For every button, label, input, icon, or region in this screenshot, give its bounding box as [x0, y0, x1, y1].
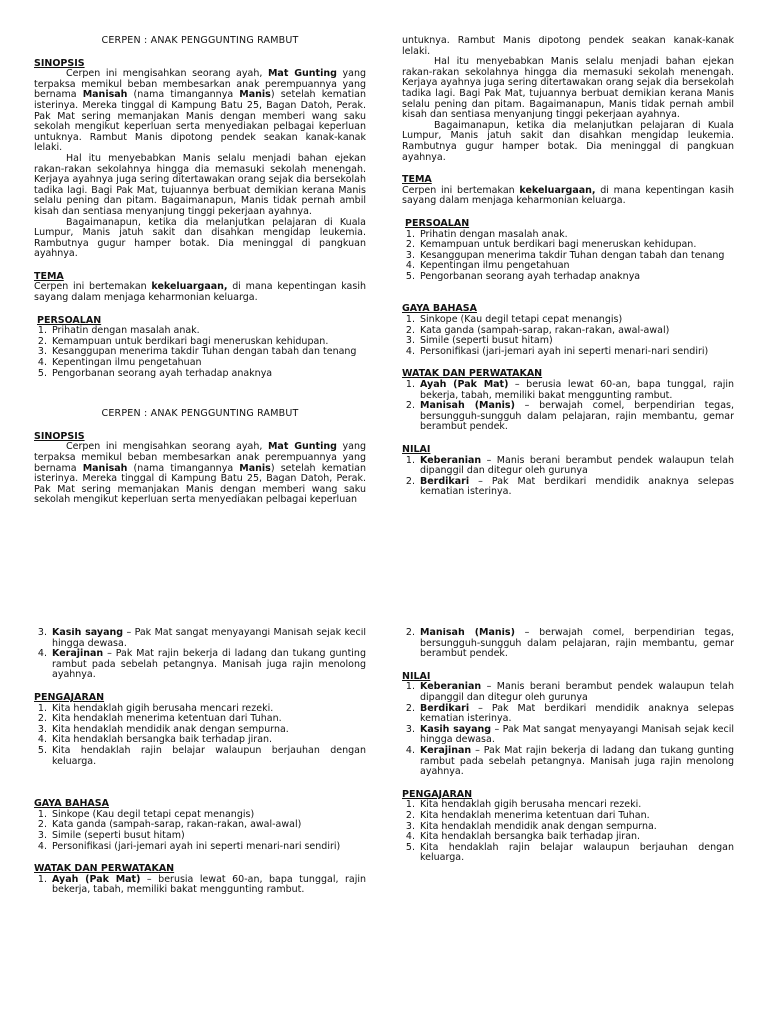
list-item: 2. Berdikari – Pak Mat berdikari mendidik anaknya selepas kematian isterinya.	[418, 704, 734, 725]
list-item: 2. Kata ganda (sampah-sarap, rakan-rakan, awal-awal)	[50, 820, 366, 831]
watak-heading: WATAK DAN PERWATAKAN	[34, 863, 175, 875]
list-item: 3. Kasih sayang – Pak Mat sangat menyayangi Manisah sejak kecil hingga dewasa.	[50, 628, 366, 649]
gaya-bahasa-list	[402, 315, 734, 357]
persoalan-list	[402, 230, 734, 283]
list-item: 2. Kata ganda (sampah-sarap, rakan-rakan, awal-awal)	[418, 326, 734, 337]
tema-text: Cerpen ini bertemakan kekeluargaan, di mana kepentingan kasih sayang dalam menjaga keharmonian keluarga.	[34, 281, 366, 304]
list-item: 5. Kita hendaklah rajin belajar walaupun berjauhan dengan keluarga.	[50, 746, 366, 767]
document-title-repeat: CERPEN : ANAK PENGGUNTING RAMBUT	[101, 408, 299, 420]
list-item: 2. Berdikari – Pak Mat berdikari mendidik anaknya selepas kematian isterinya.	[418, 477, 734, 498]
list-item: 1. Keberanian – Manis berani berambut pendek walaupun telah dipanggil dan ditegur oleh gurunya	[418, 456, 734, 477]
list-item: 3. Kita hendaklah mendidik anak dengan sempurna.	[50, 725, 366, 736]
list-item: 3. Kasih sayang – Pak Mat sangat menyayangi Manisah sejak kecil hingga dewasa.	[418, 725, 734, 746]
sinopsis-paragraph-1: Cerpen ini mengisahkan seorang ayah, Mat Gunting yang terpaksa memikul beban membesarkan anak perempuannya yang bernama Manisah (nama timangannya Manis) setelah kematian isterinya. Mereka tinggal di Kampung Batu 25, Bagan Datoh, Perak. Pak Mat sering memanjakan Manis dengan memberi wang saku sekolah mengikut keperluan serta menyediakan pelbagai keperluan untuknya. Rambut Manis dipotong pendek seakan kanak-kanak lelaki.	[34, 68, 366, 154]
watak-list	[34, 875, 366, 896]
page1-right-column	[402, 36, 734, 556]
sinopsis-paragraph-3: Bagaimanapun, ketika dia melanjutkan pelajaran di Kuala Lumpur, Manis jatuh sakit dan disahkan mengidap leukemia. Rambutnya gugur hamper botak. Dia meninggal di pangkuan ayahnya.	[34, 216, 366, 260]
list-item: 2. Manisah (Manis) – berwajah comel, berpendirian tegas, bersungguh-sungguh dalam pelajaran, rajin membantu, gemar berambut pendek.	[418, 628, 734, 660]
watak-list	[402, 380, 734, 433]
tema-text: Cerpen ini bertemakan kekeluargaan, di mana kepentingan kasih sayang dalam menjaga keharmonian keluarga.	[402, 184, 734, 207]
list-item: 1. Prihatin dengan masalah anak.	[50, 326, 366, 337]
list-item: 1. Keberanian – Manis berani berambut pendek walaupun telah dipanggil dan ditegur oleh gurunya	[418, 682, 734, 703]
pengajaran-heading: PENGAJARAN	[34, 691, 105, 703]
nilai-heading: NILAI	[402, 670, 431, 682]
pengajaran-list	[402, 800, 734, 864]
list-item: 3. Simile (seperti busut hitam)	[50, 831, 366, 842]
list-item: 5. Pengorbanan seorang ayah terhadap anaknya	[50, 369, 366, 380]
watak-list-continued	[402, 628, 734, 660]
list-item: 2. Manisah (Manis) – berwajah comel, berpendirian tegas, bersungguh-sungguh dalam pelajaran, rajin membantu, gemar berambut pendek.	[418, 401, 734, 433]
list-item: 1. Kita hendaklah gigih berusaha mencari rezeki.	[418, 800, 734, 811]
list-item: 5. Kita hendaklah rajin belajar walaupun berjauhan dengan keluarga.	[418, 843, 734, 864]
gaya-bahasa-list	[34, 810, 366, 852]
list-item: 4. Personifikasi (jari-jemari ayah ini seperti menari-nari sendiri)	[418, 347, 734, 358]
persoalan-heading: PERSOALAN	[37, 314, 102, 326]
sinopsis-tail: untuknya. Rambut Manis dipotong pendek seakan kanak-kanak lelaki.	[402, 36, 734, 57]
list-item: 4. Kepentingan ilmu pengetahuan	[50, 358, 366, 369]
list-item: 3. Kesanggupan menerima takdir Tuhan dengan tabah dan tenang	[418, 251, 734, 262]
list-item: 1. Ayah (Pak Mat) – berusia lewat 60-an, bapa tunggal, rajin bekerja, tabah, memiliki bakat menggunting rambut.	[418, 380, 734, 401]
list-item: 2. Kemampuan untuk berdikari bagi meneruskan kehidupan.	[418, 240, 734, 251]
sinopsis-paragraph-3: Bagaimanapun, ketika dia melanjutkan pelajaran di Kuala Lumpur, Manis jatuh sakit dan disahkan mengidap leukemia. Rambutnya gugur hamper botak. Dia meninggal di pangkuan ayahnya.	[402, 119, 734, 163]
tema-heading: TEMA	[34, 270, 64, 282]
nilai-list	[402, 456, 734, 498]
list-item: 3. Kesanggupan menerima takdir Tuhan dengan tabah dan tenang	[50, 347, 366, 358]
sinopsis-paragraph-1-repeat: Cerpen ini mengisahkan seorang ayah, Mat Gunting yang terpaksa memikul beban membesarkan anak perempuannya yang bernama Manisah (nama timangannya Manis) setelah kematian isterinya. Mereka tinggal di Kampung Batu 25, Bagan Datoh, Perak. Pak Mat sering memanjakan Manis dengan memberi wang saku sekolah mengikut keperluan serta menyediakan pelbagai keperluan	[34, 441, 366, 506]
tema-heading: TEMA	[402, 174, 432, 186]
list-item: 5. Pengorbanan seorang ayah terhadap anaknya	[418, 272, 734, 283]
page1-left-column	[34, 36, 366, 616]
pengajaran-list	[34, 704, 366, 768]
persoalan-heading: PERSOALAN	[405, 217, 470, 229]
persoalan-list	[34, 326, 366, 379]
list-item: 2. Kemampuan untuk berdikari bagi meneruskan kehidupan.	[50, 337, 366, 348]
list-item: 1. Sinkope (Kau degil tetapi cepat menangis)	[418, 315, 734, 326]
sinopsis-heading-repeat: SINOPSIS	[34, 430, 85, 442]
list-item: 3. Simile (seperti busut hitam)	[418, 336, 734, 347]
list-item: 1. Ayah (Pak Mat) – berusia lewat 60-an, bapa tunggal, rajin bekerja, tabah, memiliki bakat menggunting rambut.	[50, 875, 366, 896]
nilai-list-continued	[34, 628, 366, 681]
list-item: 4. Kerajinan – Pak Mat rajin bekerja di ladang dan tukang gunting rambut pada sebelah petangnya. Manisah juga rajin menolong ayahnya.	[418, 746, 734, 778]
list-item: 3. Kita hendaklah mendidik anak dengan sempurna.	[418, 822, 734, 833]
list-item: 1. Sinkope (Kau degil tetapi cepat menangis)	[50, 810, 366, 821]
list-item: 4. Personifikasi (jari-jemari ayah ini seperti menari-nari sendiri)	[50, 842, 366, 853]
gaya-bahasa-heading: GAYA BAHASA	[34, 798, 109, 810]
list-item: 4. Kepentingan ilmu pengetahuan	[418, 261, 734, 272]
sinopsis-paragraph-2: Hal itu menyebabkan Manis selalu menjadi bahan ejekan rakan-rakan sekolahnya hingga dia memasuki sekolah menengah. Kerjaya ayahnya juga sering ditertawakan orang sejak dia bersekolah tadika lagi. Bagi Pak Mat, tujuannya berbuat demikian kerana Manis selalu pening dan pitam. Bagaimanapun, Manis tidak pernah ambil kisah dan sentiasa menyanjung tinggi pekerjaan ayahnya.	[402, 56, 734, 121]
sinopsis-heading: SINOPSIS	[34, 57, 85, 69]
list-item: 4. Kita hendaklah bersangka baik terhadap jiran.	[50, 735, 366, 746]
watak-heading: WATAK DAN PERWATAKAN	[402, 368, 543, 380]
list-item: 4. Kerajinan – Pak Mat rajin bekerja di ladang dan tukang gunting rambut pada sebelah petangnya. Manisah juga rajin menolong ayahnya.	[50, 649, 366, 681]
pengajaran-heading: PENGAJARAN	[402, 788, 473, 800]
page2-right-column	[402, 628, 734, 888]
list-item: 2. Kita hendaklah menerima ketentuan dari Tuhan.	[418, 811, 734, 822]
page2-left-column	[34, 628, 366, 928]
list-item: 1. Kita hendaklah gigih berusaha mencari rezeki.	[50, 704, 366, 715]
list-item: 4. Kita hendaklah bersangka baik terhadap jiran.	[418, 832, 734, 843]
sinopsis-paragraph-2: Hal itu menyebabkan Manis selalu menjadi bahan ejekan rakan-rakan sekolahnya hingga dia memasuki sekolah menengah. Kerjaya ayahnya juga sering ditertawakan orang sejak dia bersekolah tadika lagi. Bagi Pak Mat, tujuannya berbuat demikian kerana Manis selalu pening dan pitam. Bagaimanapun, Manis tidak pernah ambil kisah dan sentiasa menyanjung tinggi pekerjaan ayahnya.	[34, 152, 366, 217]
nilai-heading: NILAI	[402, 444, 431, 455]
list-item: 2. Kita hendaklah menerima ketentuan dari Tuhan.	[50, 714, 366, 725]
document-title: CERPEN : ANAK PENGGUNTING RAMBUT	[101, 36, 299, 46]
gaya-bahasa-heading: GAYA BAHASA	[402, 303, 477, 315]
list-item: 1. Prihatin dengan masalah anak.	[418, 230, 734, 241]
nilai-list	[402, 682, 734, 777]
